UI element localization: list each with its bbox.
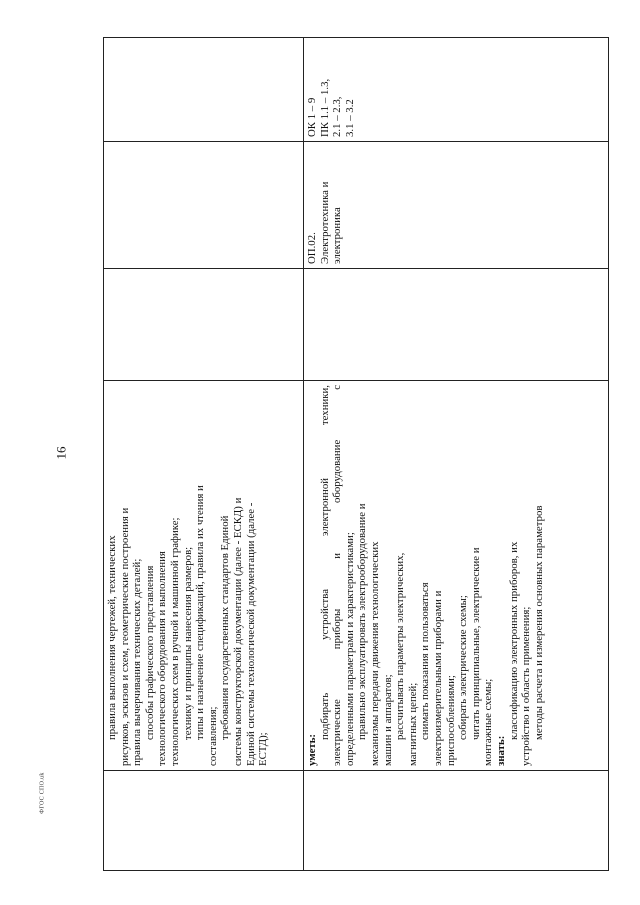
content-line: технологического оборудования и выполнения [156, 551, 169, 766]
content-line: технику и принципы нанесения размеров; [181, 546, 194, 740]
content-line: знать: [494, 735, 507, 766]
cell-hours [104, 269, 304, 381]
content-line: электроизмерительными приборами и [431, 590, 444, 766]
table-row [104, 38, 304, 871]
content-line: составления; [206, 706, 219, 766]
content-line: устройство и область применения; [520, 606, 533, 766]
content-line: классификацию электронных приборов, их [507, 541, 520, 740]
content-line: приспособлениями; [444, 675, 457, 766]
table-row [304, 38, 609, 871]
content-line: машин и аппаратов; [381, 674, 394, 766]
content-line: рисунков, эскизов и схем, геометрические построения и [118, 507, 131, 766]
cell-hours [304, 269, 609, 381]
content-line: подбирать устройства электронной техники, [318, 385, 331, 740]
cell-content [304, 381, 609, 771]
cell-index [104, 771, 304, 871]
competency-table [103, 38, 603, 871]
cell-competencies [104, 38, 304, 142]
content-line: технологических схем в ручной и машинной графике; [168, 517, 181, 766]
content-line: требования государственных стандартов Единой [219, 515, 232, 740]
content-line: Единой системы технологической документации (далее - [244, 502, 257, 766]
content-line: монтажные схемы; [482, 678, 495, 766]
cell-competencies: ОК 1 – 9 ПК 1.1 – 1.3, 2.1 – 2.3, 3.1 – 3.2 [304, 38, 609, 142]
content-line: электрические приборы и оборудование с [331, 385, 344, 766]
content-line: правила вычерчивания технических деталей; [131, 558, 144, 766]
content-line: способы графического представления [143, 565, 156, 740]
content-line: механизмы передачи движения технологических [368, 541, 381, 766]
content-line: уметь: [306, 733, 318, 766]
cell-index [304, 771, 609, 871]
content-line: читать принципиальные, электрические и [469, 547, 482, 740]
content-line: определенными параметрами и характеристиками; [343, 532, 356, 766]
content-line: методы расчета и измерения основных параметров [532, 505, 545, 740]
content-line: собирать электрические схемы; [457, 595, 470, 740]
content-line: правила выполнения чертежей, технических [106, 535, 118, 740]
cell-content [104, 381, 304, 771]
cell-discipline [104, 142, 304, 269]
footer-mark: ФГОС СПО.uk [39, 772, 46, 814]
content-line: рассчитывать параметры электрических, [394, 552, 407, 740]
content-line: магнитных цепей; [406, 682, 419, 766]
page-number: 16 [53, 446, 69, 460]
content-line: правильно эксплуатировать электрооборудование и [356, 503, 369, 740]
content-line: ЕСТД); [257, 732, 270, 766]
content-line: системы конструкторской документации (далее - ЕСКД) и [231, 497, 244, 766]
content-line: снимать показания и пользоваться [419, 582, 432, 740]
content-line: типы и назначение спецификаций, правила их чтения и [194, 485, 207, 740]
cell-discipline: ОП.02. Электротехника и электроника [304, 142, 609, 269]
